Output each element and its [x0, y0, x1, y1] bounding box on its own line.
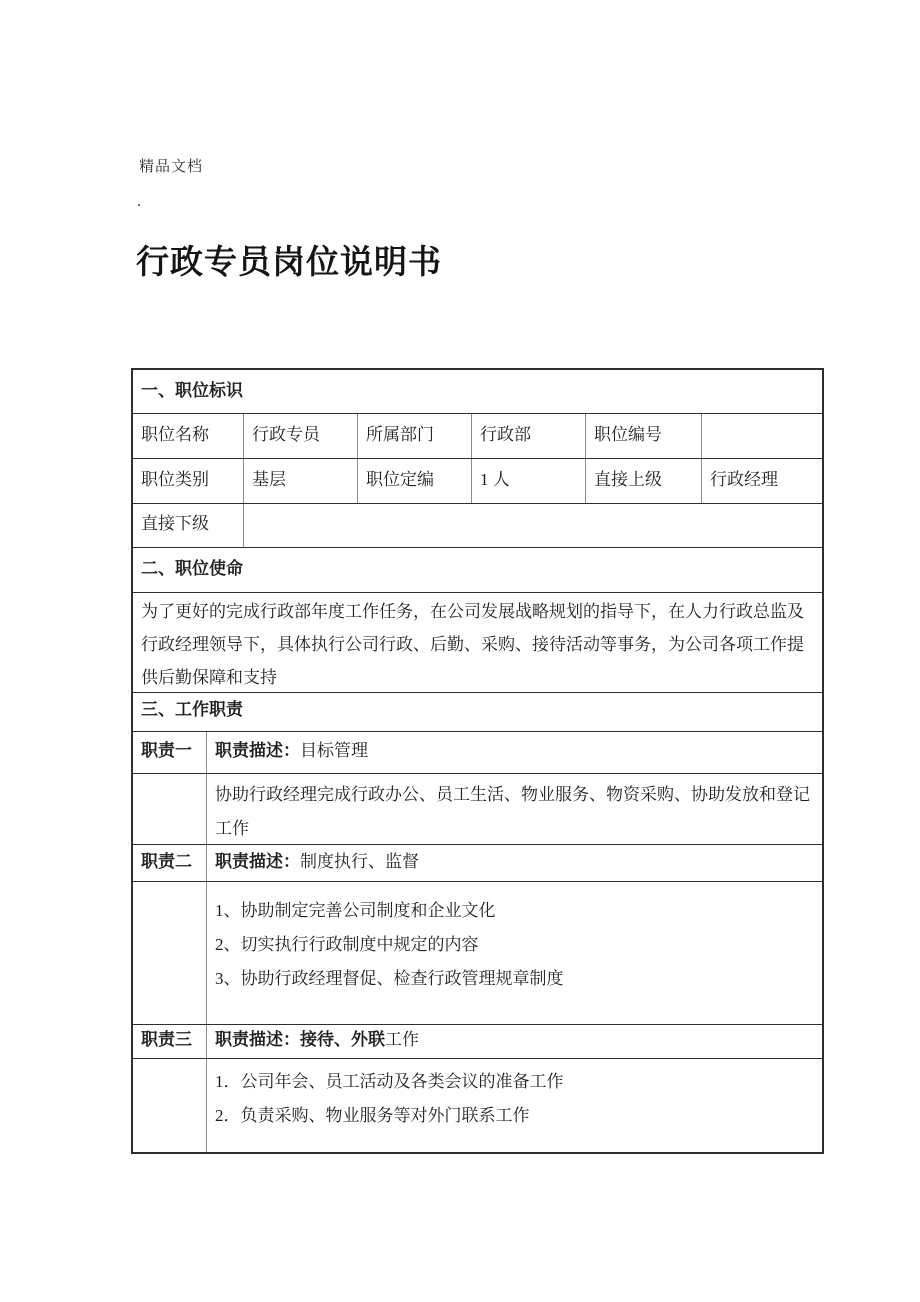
duty2-desc-text: 制度执行、监督	[300, 852, 419, 871]
duty1-empty-cell	[133, 774, 207, 844]
duty3-items	[207, 1059, 822, 1152]
position-name-label: 职位名称	[133, 414, 244, 458]
watermark-text: 精品文档	[139, 159, 204, 175]
section-header-identification	[133, 370, 822, 414]
position-name-value: 行政专员	[244, 414, 358, 458]
duty3-description	[207, 1025, 822, 1058]
table-row-duty3-header	[133, 1025, 822, 1059]
category-label: 职位类别	[133, 459, 244, 503]
duty3-empty-cell	[133, 1059, 207, 1152]
supervisor-value: 行政经理	[710, 470, 778, 489]
stray-dot: .	[137, 193, 141, 210]
duty1-desc-text: 目标管理	[300, 741, 368, 760]
section-title: 三、工作职责	[141, 700, 243, 719]
headcount-label: 职位定编	[358, 459, 472, 503]
duty2-desc-label: 职责描述：	[215, 852, 300, 871]
section-header-duties	[133, 693, 822, 732]
duty2-item-2: 2、切实执行行政制度中规定的内容	[215, 935, 479, 954]
section-title: 二、职位使命	[141, 559, 243, 578]
mission-text: 为了更好的完成行政部年度工作任务，在公司发展战略规划的指导下，在人力行政总监及行政经理领导下，具体执行公司行政、后勤、采购、接待活动等事务，为公司各项工作提供后勤保障和支持	[141, 602, 804, 687]
position-code-value	[702, 414, 822, 458]
department-label: 所属部门	[358, 414, 472, 458]
duty1-item: 协助行政经理完成行政办公、员工生活、物业服务、物资采购、协助发放和登记工作	[215, 785, 810, 838]
duty3-id: 职责三	[133, 1025, 207, 1058]
duty3-item-2: 2．负责采购、物业服务等对外门联系工作	[215, 1106, 530, 1125]
table-row-duty1-header	[133, 732, 822, 774]
section-header-mission	[133, 548, 822, 593]
duty2-description	[207, 845, 822, 881]
supervisor-label: 直接上级	[586, 459, 702, 503]
table-row-duty1-content	[133, 774, 822, 845]
duty2-item-3: 3、协助行政经理督促、检查行政管理规章制度	[215, 969, 564, 988]
duty2-item-1: 1、协助制定完善公司制度和企业文化	[215, 901, 496, 920]
duty2-empty-cell	[133, 882, 207, 1024]
table-row-subordinate	[133, 504, 822, 548]
table-row-category	[133, 459, 822, 504]
table-row-mission-text	[133, 593, 822, 693]
duty1-description	[207, 732, 822, 773]
department-value: 行政部	[472, 414, 586, 458]
job-description-table	[131, 368, 824, 1154]
table-row-position-name	[133, 414, 822, 459]
duty1-id: 职责一	[133, 732, 207, 773]
table-row-duty3-content	[133, 1059, 822, 1152]
duty2-items	[207, 882, 822, 1024]
duty3-item-1: 1．公司年会、员工活动及各类会议的准备工作	[215, 1072, 564, 1091]
table-row-duty2-header	[133, 845, 822, 882]
position-code-label: 职位编号	[586, 414, 702, 458]
duty3-desc-label: 职责描述：接待、外联	[215, 1030, 385, 1049]
page-title: 行政专员岗位说明书	[136, 245, 442, 281]
headcount-value: 1 人	[472, 459, 586, 503]
subordinate-label: 直接下级	[133, 504, 244, 547]
duty2-id: 职责二	[133, 845, 207, 881]
table-row-duty2-content	[133, 882, 822, 1025]
section-title: 一、职位标识	[141, 381, 243, 400]
duty1-desc-label: 职责描述：	[215, 741, 300, 760]
duty3-desc-text: 工作	[385, 1030, 419, 1049]
subordinate-value	[244, 504, 822, 547]
category-value: 基层	[244, 459, 358, 503]
